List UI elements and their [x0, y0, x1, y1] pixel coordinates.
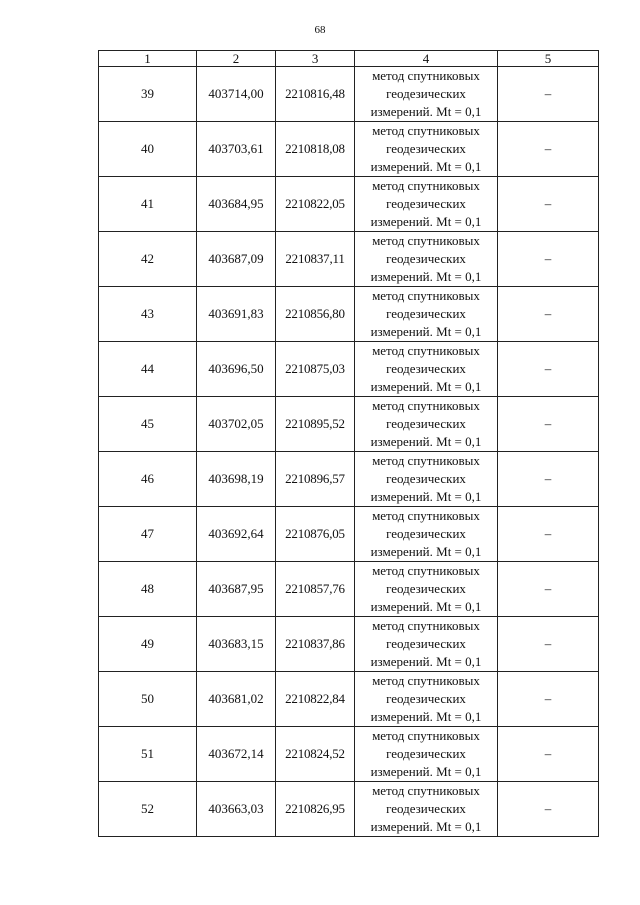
- coord-y: 2210822,05: [276, 177, 355, 232]
- method-line: метод спутниковых: [372, 508, 480, 523]
- coord-y: 2210816,48: [276, 67, 355, 122]
- table-row: [99, 397, 599, 452]
- page-number: 68: [314, 24, 326, 36]
- coord-x: 403663,03: [197, 782, 276, 837]
- coord-x: 403696,50: [197, 342, 276, 397]
- point-number: 47: [99, 507, 197, 562]
- method-line: метод спутниковых: [372, 178, 480, 193]
- point-number: 46: [99, 452, 197, 507]
- method-line: геодезических: [386, 141, 466, 156]
- note-cell: –: [498, 452, 599, 507]
- method-line: измерений. Mt = 0,1: [370, 654, 482, 669]
- point-number: 39: [99, 67, 197, 122]
- coord-x: 403683,15: [197, 617, 276, 672]
- table-row: [99, 342, 599, 397]
- method-cell: [355, 287, 498, 342]
- table-row: [99, 562, 599, 617]
- note-cell: –: [498, 507, 599, 562]
- method-line: измерений. Mt = 0,1: [370, 599, 482, 614]
- method-cell: [355, 397, 498, 452]
- method-line: измерений. Mt = 0,1: [370, 379, 482, 394]
- method-line: метод спутниковых: [372, 453, 480, 468]
- coord-x: 403703,61: [197, 122, 276, 177]
- note-cell: –: [498, 287, 599, 342]
- table-row: [99, 727, 599, 782]
- method-line: метод спутниковых: [372, 343, 480, 358]
- point-number: 51: [99, 727, 197, 782]
- method-line: метод спутниковых: [372, 398, 480, 413]
- coord-y: 2210818,08: [276, 122, 355, 177]
- method-cell: [355, 617, 498, 672]
- table-row: [99, 617, 599, 672]
- coord-y: 2210837,11: [276, 232, 355, 287]
- method-cell: [355, 452, 498, 507]
- method-line: геодезических: [386, 746, 466, 761]
- coord-y: 2210895,52: [276, 397, 355, 452]
- method-cell: [355, 672, 498, 727]
- method-line: измерений. Mt = 0,1: [370, 709, 482, 724]
- method-line: геодезических: [386, 636, 466, 651]
- point-number: 44: [99, 342, 197, 397]
- method-line: метод спутниковых: [372, 728, 480, 743]
- coord-y: 2210837,86: [276, 617, 355, 672]
- point-number: 52: [99, 782, 197, 837]
- coord-y: 2210857,76: [276, 562, 355, 617]
- method-line: метод спутниковых: [372, 233, 480, 248]
- method-line: измерений. Mt = 0,1: [370, 269, 482, 284]
- coord-x: 403687,95: [197, 562, 276, 617]
- coord-y: 2210876,05: [276, 507, 355, 562]
- table-row: [99, 672, 599, 727]
- table-row: [99, 122, 599, 177]
- note-cell: –: [498, 342, 599, 397]
- header-row: [99, 51, 599, 67]
- coord-x: 403672,14: [197, 727, 276, 782]
- method-cell: [355, 507, 498, 562]
- method-cell: [355, 342, 498, 397]
- note-cell: –: [498, 397, 599, 452]
- method-line: геодезических: [386, 86, 466, 101]
- table-header: [99, 51, 599, 67]
- point-number: 40: [99, 122, 197, 177]
- header-col-4: 4: [355, 51, 498, 67]
- coord-x: 403692,64: [197, 507, 276, 562]
- method-line: метод спутниковых: [372, 618, 480, 633]
- note-cell: –: [498, 177, 599, 232]
- point-number: 42: [99, 232, 197, 287]
- method-line: геодезических: [386, 691, 466, 706]
- method-line: измерений. Mt = 0,1: [370, 434, 482, 449]
- point-number: 48: [99, 562, 197, 617]
- method-line: измерений. Mt = 0,1: [370, 104, 482, 119]
- coord-x: 403687,09: [197, 232, 276, 287]
- method-line: метод спутниковых: [372, 563, 480, 578]
- table-row: [99, 782, 599, 837]
- method-line: метод спутниковых: [372, 288, 480, 303]
- method-cell: [355, 122, 498, 177]
- note-cell: –: [498, 562, 599, 617]
- method-line: геодезических: [386, 526, 466, 541]
- table-row: [99, 177, 599, 232]
- method-line: измерений. Mt = 0,1: [370, 764, 482, 779]
- method-cell: [355, 562, 498, 617]
- note-cell: –: [498, 67, 599, 122]
- method-line: геодезических: [386, 581, 466, 596]
- method-line: геодезических: [386, 471, 466, 486]
- method-line: геодезических: [386, 196, 466, 211]
- coord-x: 403684,95: [197, 177, 276, 232]
- coord-x: 403691,83: [197, 287, 276, 342]
- coord-x: 403681,02: [197, 672, 276, 727]
- header-col-5: 5: [498, 51, 599, 67]
- coord-x: 403702,05: [197, 397, 276, 452]
- point-number: 50: [99, 672, 197, 727]
- note-cell: –: [498, 232, 599, 287]
- method-cell: [355, 177, 498, 232]
- method-line: геодезических: [386, 306, 466, 321]
- coord-y: 2210826,95: [276, 782, 355, 837]
- method-line: измерений. Mt = 0,1: [370, 544, 482, 559]
- note-cell: –: [498, 782, 599, 837]
- header-col-2: 2: [197, 51, 276, 67]
- method-line: измерений. Mt = 0,1: [370, 159, 482, 174]
- note-cell: –: [498, 727, 599, 782]
- method-cell: [355, 232, 498, 287]
- coord-y: 2210824,52: [276, 727, 355, 782]
- point-number: 49: [99, 617, 197, 672]
- table-row: [99, 452, 599, 507]
- method-line: метод спутниковых: [372, 673, 480, 688]
- header-col-1: 1: [99, 51, 197, 67]
- method-line: метод спутниковых: [372, 68, 480, 83]
- method-line: метод спутниковых: [372, 783, 480, 798]
- coord-y: 2210822,84: [276, 672, 355, 727]
- coordinates-table: [98, 50, 599, 837]
- method-line: измерений. Mt = 0,1: [370, 489, 482, 504]
- point-number: 43: [99, 287, 197, 342]
- coord-x: 403714,00: [197, 67, 276, 122]
- table-row: [99, 232, 599, 287]
- coord-y: 2210856,80: [276, 287, 355, 342]
- coord-y: 2210896,57: [276, 452, 355, 507]
- method-line: геодезических: [386, 416, 466, 431]
- coord-y: 2210875,03: [276, 342, 355, 397]
- note-cell: –: [498, 617, 599, 672]
- header-col-3: 3: [276, 51, 355, 67]
- table-row: [99, 507, 599, 562]
- table-body: [99, 67, 599, 837]
- method-line: измерений. Mt = 0,1: [370, 819, 482, 834]
- method-line: геодезических: [386, 801, 466, 816]
- note-cell: –: [498, 122, 599, 177]
- method-cell: [355, 727, 498, 782]
- method-line: геодезических: [386, 361, 466, 376]
- note-cell: –: [498, 672, 599, 727]
- method-line: геодезических: [386, 251, 466, 266]
- table-row: [99, 287, 599, 342]
- method-line: измерений. Mt = 0,1: [370, 324, 482, 339]
- point-number: 41: [99, 177, 197, 232]
- point-number: 45: [99, 397, 197, 452]
- coord-x: 403698,19: [197, 452, 276, 507]
- method-cell: [355, 67, 498, 122]
- method-line: метод спутниковых: [372, 123, 480, 138]
- method-line: измерений. Mt = 0,1: [370, 214, 482, 229]
- table-row: [99, 67, 599, 122]
- method-cell: [355, 782, 498, 837]
